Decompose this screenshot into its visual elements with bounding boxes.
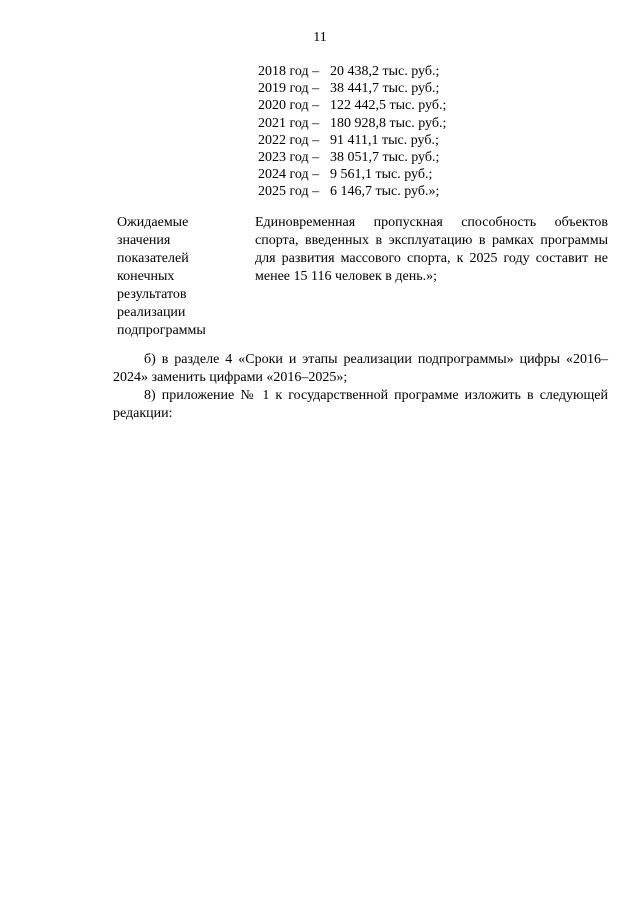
- funding-year: 2024 год –: [258, 167, 320, 183]
- funding-amount: 180 928,8 тыс. руб.;: [330, 115, 447, 131]
- paragraph-appendix-1-amendment: 8) приложение № 1 к государственной программе изложить в следующей редакции:: [113, 388, 608, 421]
- funding-row-2018: [258, 63, 446, 80]
- label-line: показателей: [117, 251, 189, 266]
- expected-results-label: [117, 214, 237, 340]
- funding-year: 2021 год –: [258, 115, 320, 131]
- label-line: Ожидаемые: [117, 215, 189, 230]
- funding-year: 2023 год –: [258, 149, 320, 165]
- label-line: результатов: [117, 287, 187, 302]
- label-line: значения: [117, 233, 171, 248]
- funding-row-2022: [258, 132, 446, 149]
- funding-amount: 38 051,7 тыс. руб.;: [330, 149, 440, 165]
- funding-amount: 6 146,7 тыс. руб.»;: [330, 184, 440, 200]
- funding-row-2020: [258, 97, 446, 114]
- expected-results-value: Единовременная пропускная способность объектов спорта, введенных в эксплуатацию в рамках программы для развития массового спорта, к 2025 году составит не менее 15 116 человек в день.»;: [255, 215, 608, 284]
- page-number: 11: [313, 30, 327, 45]
- funding-year: 2020 год –: [258, 98, 320, 114]
- funding-row-2025: [258, 183, 446, 200]
- label-line: конечных: [117, 269, 175, 284]
- funding-year: 2019 год –: [258, 81, 320, 97]
- funding-row-2021: [258, 115, 446, 132]
- funding-row-2024: [258, 166, 446, 183]
- funding-by-year-list: [258, 63, 446, 201]
- label-line: подпрограммы: [117, 323, 206, 338]
- paragraph-section-4-amendment: б) в разделе 4 «Сроки и этапы реализации подпрограммы» цифры «2016–2024» заменить цифрами «2016–2025»;: [113, 352, 608, 385]
- funding-amount: 20 438,2 тыс. руб.;: [330, 64, 440, 79]
- funding-row-2023: [258, 149, 446, 166]
- funding-year: 2025 год –: [258, 184, 320, 200]
- funding-amount: 9 561,1 тыс. руб.;: [330, 167, 433, 183]
- funding-amount: 38 441,7 тыс. руб.;: [330, 81, 440, 97]
- funding-row-2019: [258, 80, 446, 97]
- funding-amount: 91 411,1 тыс. руб.;: [330, 132, 439, 148]
- funding-year: 2018 год –: [258, 64, 320, 79]
- funding-year: 2022 год –: [258, 132, 320, 148]
- label-line: реализации: [117, 305, 186, 320]
- funding-amount: 122 442,5 тыс. руб.;: [330, 98, 447, 114]
